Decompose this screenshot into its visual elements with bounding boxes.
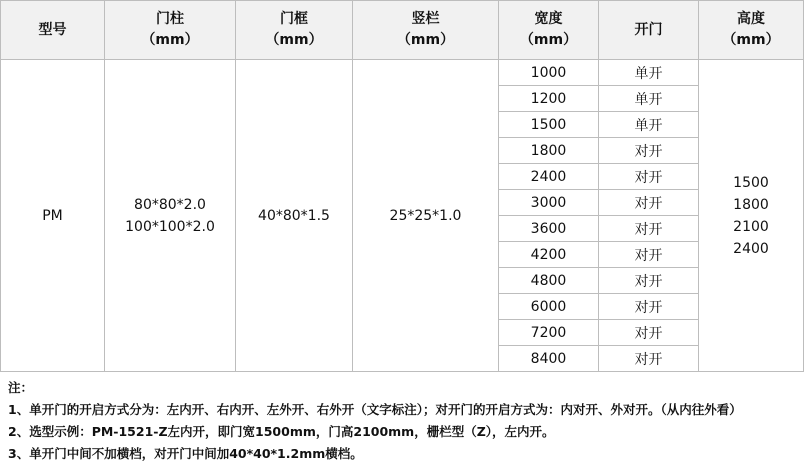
- width-cell: 1800: [499, 138, 599, 164]
- opening-cell: 单开: [599, 112, 699, 138]
- note-3: 3、单开门中间不加横档，对开门中间加40*40*1.2mm横档。: [8, 446, 363, 461]
- table-row: [1, 60, 804, 86]
- header-post: [105, 1, 236, 60]
- header-post-label: 门柱: [156, 11, 184, 27]
- header-bar-label: 竖栏: [411, 11, 440, 27]
- opening-cell: 对开: [599, 346, 699, 372]
- width-cell: 3600: [499, 216, 599, 242]
- notes-section: [8, 377, 803, 465]
- header-post-unit: （mm）: [141, 32, 199, 48]
- width-cell: 4800: [499, 268, 599, 294]
- opening-cell: 单开: [599, 60, 699, 86]
- post-spec-2: 100*100*2.0: [125, 218, 215, 235]
- height-value: 1800: [733, 196, 769, 213]
- opening-cell: 对开: [599, 164, 699, 190]
- header-height-label: 高度: [737, 11, 765, 27]
- header-model-label: 型号: [38, 21, 67, 38]
- height-value: 2100: [733, 218, 769, 235]
- header-model: [1, 1, 105, 60]
- height-value: 2400: [733, 240, 769, 257]
- post-spec-cell: [105, 60, 236, 372]
- header-width-label: 宽度: [534, 11, 563, 27]
- opening-cell: 对开: [599, 294, 699, 320]
- width-cell: 1200: [499, 86, 599, 112]
- opening-cell: 对开: [599, 190, 699, 216]
- header-frame-label: 门框: [280, 11, 308, 27]
- notes-title: 注：: [8, 380, 34, 395]
- opening-cell: 对开: [599, 320, 699, 346]
- width-cell: 1500: [499, 112, 599, 138]
- opening-cell: 对开: [599, 268, 699, 294]
- post-spec-1: 80*80*2.0: [134, 196, 206, 213]
- width-cell: 6000: [499, 294, 599, 320]
- header-opening-label: 开门: [634, 21, 663, 38]
- header-height-unit: （mm）: [722, 32, 780, 48]
- opening-cell: 对开: [599, 216, 699, 242]
- note-1: 1、单开门的开启方式分为：左内开、右内开、左外开、右外开（文字标注）；对开门的开启方式为：内对开、外对开。（从内往外看）: [8, 402, 742, 417]
- header-frame: [236, 1, 353, 60]
- width-cell: 8400: [499, 346, 599, 372]
- model-cell: PM: [1, 60, 105, 372]
- header-opening: [599, 1, 699, 60]
- note-2: 2、选型示例：PM-1521-Z左内开，即门宽1500mm，门高2100mm，栅栏型（Z），左内开。: [8, 424, 555, 439]
- header-height: [699, 1, 804, 60]
- width-cell: 1000: [499, 60, 599, 86]
- opening-cell: 对开: [599, 242, 699, 268]
- header-bar: [353, 1, 499, 60]
- width-cell: 4200: [499, 242, 599, 268]
- opening-cell: 单开: [599, 86, 699, 112]
- opening-cell: 对开: [599, 138, 699, 164]
- header-row: [1, 1, 804, 60]
- frame-spec-cell: 40*80*1.5: [236, 60, 353, 372]
- header-bar-unit: （mm）: [396, 32, 455, 48]
- width-cell: 3000: [499, 190, 599, 216]
- header-width: [499, 1, 599, 60]
- bar-spec-cell: 25*25*1.0: [353, 60, 499, 372]
- height-cell: [699, 60, 804, 372]
- width-cell: 7200: [499, 320, 599, 346]
- width-cell: 2400: [499, 164, 599, 190]
- height-value: 1500: [733, 174, 769, 191]
- header-width-unit: （mm）: [519, 32, 578, 48]
- header-frame-unit: （mm）: [265, 32, 323, 48]
